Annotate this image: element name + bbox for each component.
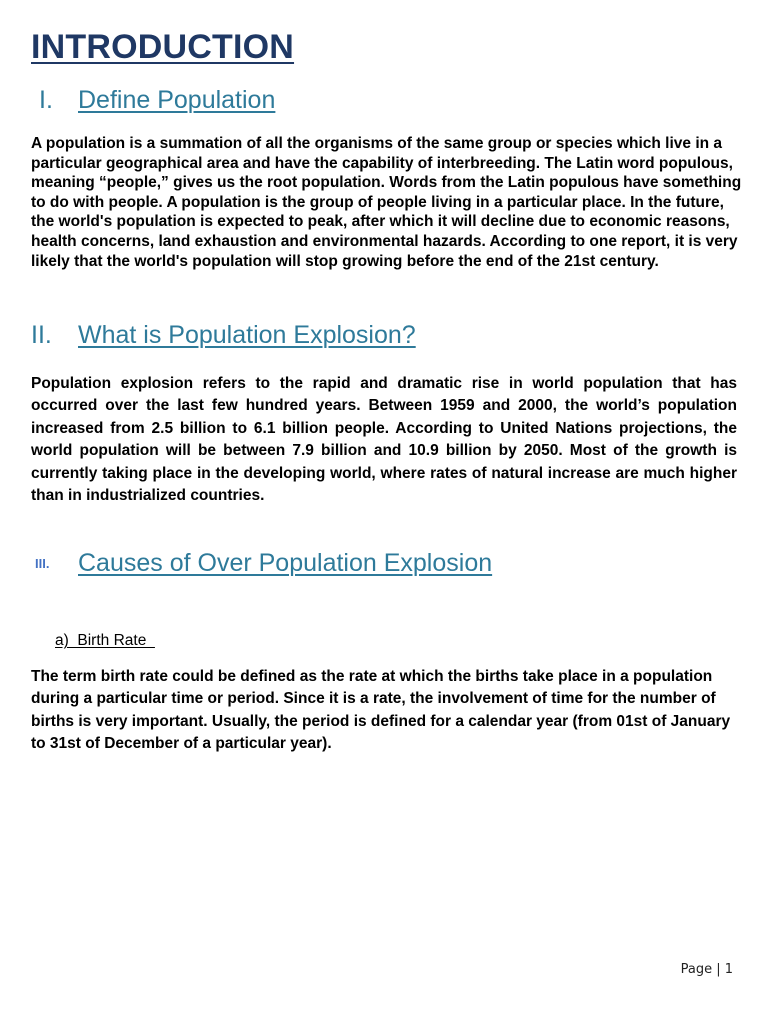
section-heading-text: Define Population: [78, 86, 276, 114]
page-title: INTRODUCTION: [31, 28, 295, 66]
section-heading-population-explosion: [31, 321, 416, 350]
paragraph-birth-rate: The term birth rate could be defined as the rate at which the births take place in a population during a particular time or period. Since it is a rate, the involvement of time for the number of births is very important. Usually, the period is defined for a calendar year (from 01st of January to 31st of December of a particular year).: [31, 668, 731, 753]
section-number: II.: [31, 321, 52, 349]
section-heading-text: What is Population Explosion?: [78, 321, 416, 349]
section-heading-causes: [35, 549, 492, 578]
section-heading-text: Causes of Over Population Explosion: [78, 549, 493, 577]
paragraph-define-population: A population is a summation of all the organisms of the same group or species which live in a particular geographical area and have the capability of interbreeding. The Latin word populous, meaning “people,” gives us the root population. Words from the Latin populous have something to do with people. A population is the group of people living in a particular place. In the future, the world's population is expected to peak, after which it will decline due to economic reasons, health concerns, land exhaustion and environmental hazards. According to one report, it is very likely that the world's population will stop growing before the end of the 21st century.: [31, 135, 742, 270]
page-number: Page | 1: [680, 962, 733, 977]
paragraph-population-explosion: Population explosion refers to the rapid and dramatic rise in world population that has occurred over the last few hundred years. Between 1959 and 2000, the world’s population increased from 2.5 billion to 6.1 billion people. According to United Nations projections, the world population will be between 7.9 billion and 10.9 billion by 2050. Most of the growth is currently taking place in the developing world, where rates of natural increase are much higher than in industrialized countries.: [31, 375, 737, 505]
section-heading-define-population: [39, 86, 275, 115]
section-number: III.: [35, 556, 50, 571]
subsection-heading-birth-rate: a) Birth Rate: [55, 632, 155, 649]
section-number: I.: [39, 86, 53, 114]
